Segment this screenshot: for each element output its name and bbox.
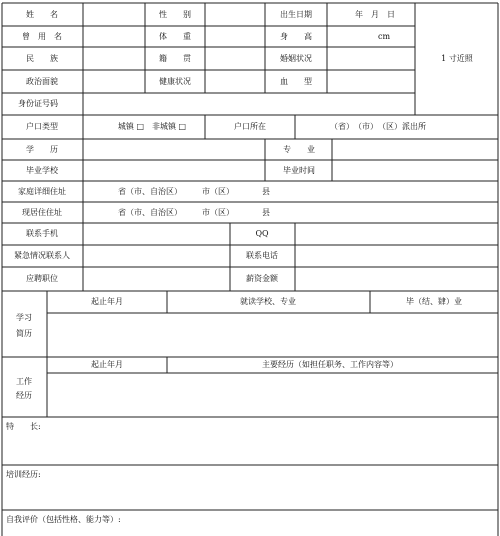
birth-date-label: 出生日期: [280, 10, 312, 19]
specialty-area[interactable]: [4, 434, 496, 463]
height-field[interactable]: cm: [377, 32, 391, 41]
work-section-label-line2: 经历: [16, 391, 32, 400]
home-address-field[interactable]: 省（市、自治区） 市（区） 县: [118, 187, 270, 196]
emergency-contact-field[interactable]: [85, 249, 228, 263]
name-label: 姓 名: [26, 10, 58, 19]
qq-label: QQ: [255, 229, 269, 238]
phone-field[interactable]: [85, 227, 228, 241]
study-period-header: 起止年月: [91, 297, 123, 306]
blood-type-field[interactable]: [329, 75, 413, 89]
position-field[interactable]: [85, 272, 228, 286]
salary-field[interactable]: [297, 272, 496, 286]
education-label: 学 历: [26, 145, 58, 154]
study-section-label-line1: 学习: [16, 313, 32, 322]
study-school-header: 就读学校、专业: [240, 297, 296, 306]
work-experience-header: 主要经历（如担任职务、工作内容等）: [262, 360, 398, 369]
native-place-label: 籍 贯: [159, 54, 191, 63]
health-status-label: 健康状况: [159, 77, 191, 86]
work-period-header: 起止年月: [91, 360, 123, 369]
self-evaluation-label: 自我评价（包括性格、能力等）:: [6, 515, 121, 524]
hukou-type-options[interactable]: 城镇 □ 非城镇 □: [117, 122, 187, 131]
hukou-location-field[interactable]: （省） （市） （区）派出所: [330, 122, 426, 131]
native-place-field[interactable]: [207, 52, 263, 66]
birth-date-field[interactable]: 年 月 日: [355, 10, 395, 19]
ethnicity-field[interactable]: [85, 52, 143, 66]
former-name-label: 曾 用 名: [22, 32, 62, 41]
id-number-field[interactable]: [85, 97, 413, 111]
hukou-type-label: 户口类型: [26, 122, 58, 131]
specialty-label: 特 长:: [6, 422, 41, 431]
height-label: 身 高: [280, 32, 312, 41]
emergency-contact-label: 紧急情况联系人: [14, 251, 70, 260]
major-field[interactable]: [334, 143, 496, 157]
position-label: 应聘职位: [26, 274, 58, 283]
work-section-label-line1: 工作: [16, 377, 32, 386]
phone-label: 联系手机: [26, 229, 58, 238]
former-name-field[interactable]: [85, 30, 143, 44]
education-field[interactable]: [85, 143, 263, 157]
study-history-area[interactable]: [49, 315, 496, 355]
marital-status-label: 婚姻状况: [280, 54, 312, 63]
home-address-label: 家庭详细住址: [18, 187, 66, 196]
school-label: 毕业学校: [26, 166, 58, 175]
weight-field[interactable]: [207, 30, 263, 44]
health-status-field[interactable]: [207, 75, 263, 89]
political-status-field[interactable]: [85, 75, 143, 89]
contact-phone-label: 联系电话: [246, 251, 278, 260]
qq-field[interactable]: [297, 227, 496, 241]
marital-status-field[interactable]: [329, 52, 413, 66]
political-status-label: 政治面貌: [26, 77, 58, 86]
training-label: 培训经历:: [6, 470, 41, 479]
salary-label: 薪资金额: [246, 274, 278, 283]
major-label: 专 业: [283, 145, 315, 154]
contact-phone-field[interactable]: [297, 249, 496, 263]
weight-label: 体 重: [159, 32, 191, 41]
gender-field[interactable]: [207, 8, 263, 22]
training-area[interactable]: [4, 482, 496, 508]
study-degree-header: 毕（结、肄）业: [406, 297, 462, 306]
photo-placeholder[interactable]: 1 寸近照: [441, 54, 473, 63]
blood-type-label: 血 型: [280, 77, 312, 86]
current-address-label: 现居住住址: [22, 208, 62, 217]
graduation-time-field[interactable]: [334, 164, 496, 178]
id-number-label: 身份证号码: [18, 99, 58, 108]
graduation-time-label: 毕业时间: [283, 166, 315, 175]
work-history-area[interactable]: [49, 375, 496, 415]
self-evaluation-area[interactable]: [4, 526, 496, 536]
study-section-label-line2: 简历: [16, 329, 32, 338]
school-field[interactable]: [85, 164, 263, 178]
name-field[interactable]: [85, 8, 143, 22]
hukou-location-label: 户口所在: [234, 122, 266, 131]
ethnicity-label: 民 族: [26, 54, 58, 63]
current-address-field[interactable]: 省（市、自治区） 市（区） 县: [118, 208, 270, 217]
gender-label: 性 别: [159, 10, 191, 19]
